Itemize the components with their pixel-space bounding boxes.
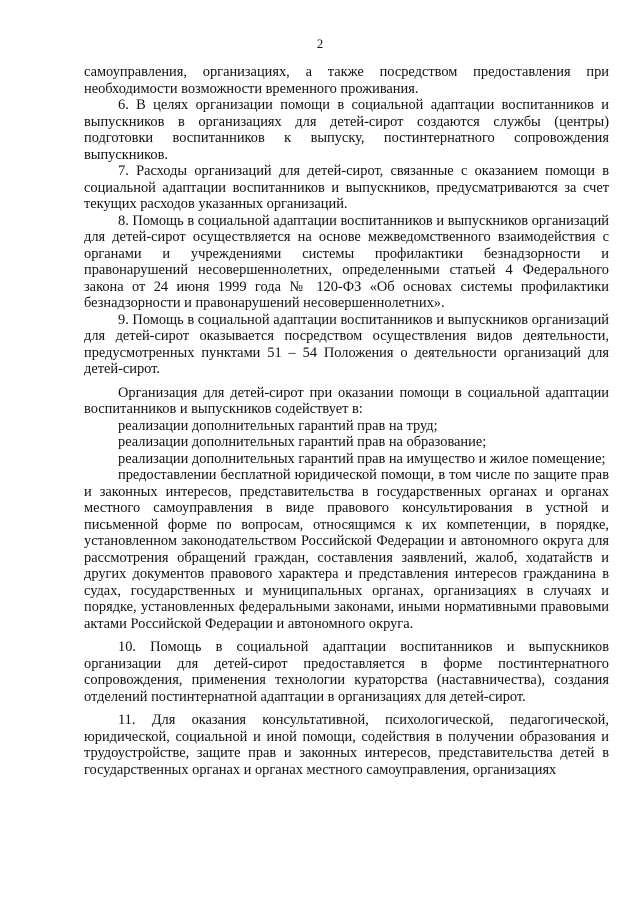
document-body (84, 64, 609, 778)
list-item-property: реализации дополнительных гарантий прав на имуществo и жилое помещение; (118, 450, 606, 467)
paragraph-item-8: 8. Помощь в социальной адаптации воспитанников и выпускников организаций для детей-сирот осуществляется на основе межведомственного взаимодействия с органами и учреждениями системы профилактики безнадзорности и правонарушений несовершеннолетних, определенными статьей 4 Федерального закона от 24 июня 1999 года № 120-ФЗ «Об основах системы профилактики безнадзорности и правонарушений несовершеннолетних». (84, 212, 609, 311)
page-number: 2 (316, 36, 324, 51)
paragraph-item-10: 10. Помощь в социальной адаптации воспитанников и выпускников организации для детей-сирот предоставляется в форме постинтернатного сопровождения, применения технологии кураторства (наставничества), создания отделений постинтернатной адаптации в организациях для детей-сирот. (84, 639, 609, 705)
paragraph-item-9: 9. Помощь в социальной адаптации воспитанников и выпускников организаций для детей-сирот оказывается посредством осуществления видов деятельности, предусмотренных пунктами 51 – 54 Положения о деятельности организаций для детей-сирот. (84, 311, 609, 377)
list-item-labor: реализации дополнительных гарантий прав на труд; (118, 417, 438, 434)
list-item-legal-aid: предоставлении бесплатной юридической помощи, в том числе по защите прав и законных интересов, представительства в государственных органах и органах местного самоуправления в виде правового консультирования в устной и письменной форме по вопросам, относящимся к их компетенции, в порядке, установленном законодательством Российской Федерации и автономного округа для рассмотрения обращений граждан, составления заявлений, жалоб, ходатайств и других документов правового характера и представления интересов гражданина в судах, государственных и муниципальных органах, организациях в случаях и порядке, установленных федеральными законами, иными нормативными правовыми актами Российской Федерации и автономного округа. (84, 467, 609, 632)
paragraph-item-6: 6. В целях организации помощи в социальной адаптации воспитанников и выпускников в организациях для детей-сирот создаются службы (центры) подготовки воспитанников к выпуску, постинтернатного сопровождения выпускников. (84, 97, 609, 163)
paragraph-intro: Организация для детей-сирот при оказании помощи в социальной адаптации воспитанников и выпускников содействует в: (84, 384, 609, 417)
paragraph-item-11: 11. Для оказания консультативной, психологической, педагогической, юридической, социальной и иной помощи, содействия в получении образования и трудоустройстве, защите прав и законных интересов, представительства детей в государственных органах и органах местного самоуправления, организациях (84, 712, 609, 778)
list-item-education: реализации дополнительных гарантий прав на образование; (118, 434, 487, 450)
paragraph-item-7: 7. Расходы организаций для детей-сирот, связанные с оказанием помощи в социальной адаптации воспитанников и выпускников, предусматриваются за счет текущих расходов указанных организаций. (84, 163, 609, 212)
paragraph-continuation: самоуправления, организациях, а также посредством предоставления при необходимости возможности временного проживания. (84, 64, 609, 97)
